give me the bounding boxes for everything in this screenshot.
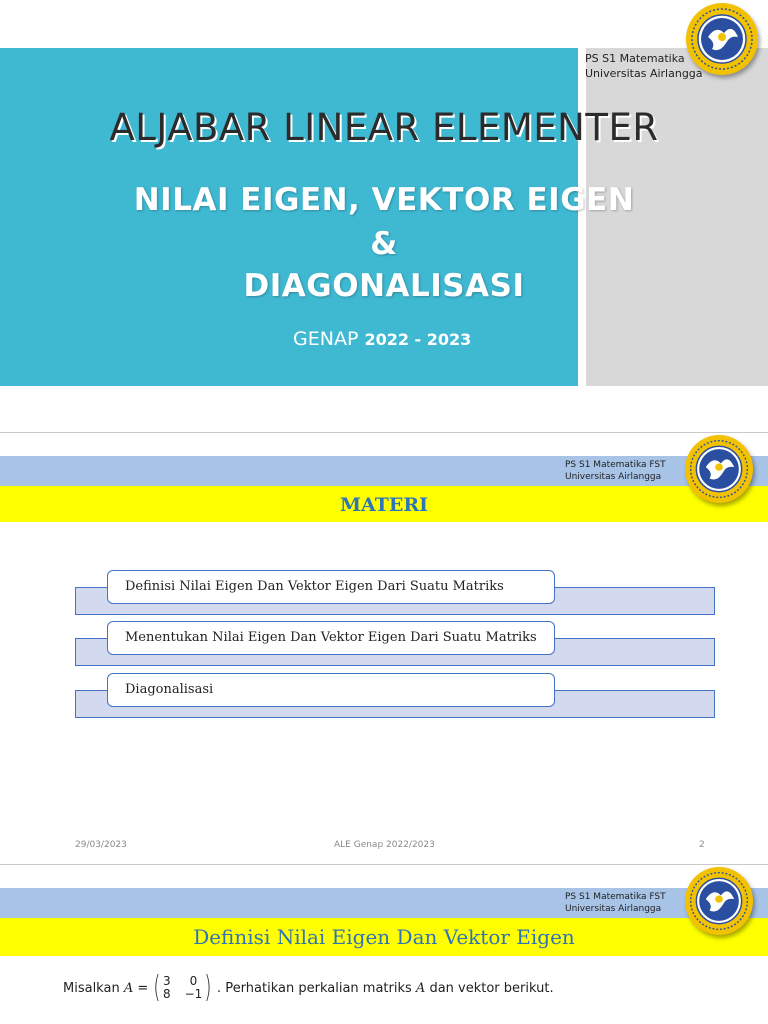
matrix-entry: 3 bbox=[162, 974, 171, 988]
footer-course: ALE Genap 2022/2023 bbox=[334, 840, 435, 850]
course-title: ALJABAR LINEAR ELEMENTER bbox=[109, 106, 659, 149]
matrix-entry: 0 bbox=[189, 974, 198, 988]
institution-line-1: PS S1 Matematika FST bbox=[565, 460, 666, 470]
left-paren: ( bbox=[153, 970, 161, 1005]
matrix-entries bbox=[163, 975, 202, 1001]
institution-line-2: Universitas Airlangga bbox=[565, 472, 662, 482]
matrix-entry: 8 bbox=[162, 987, 171, 1001]
semester-name: GENAP bbox=[293, 328, 359, 350]
footer-page-number: 2 bbox=[699, 840, 705, 850]
right-paren: ) bbox=[204, 970, 212, 1005]
intro-prefix: Misalkan bbox=[63, 980, 120, 996]
semester-label bbox=[293, 328, 471, 350]
subtitle-line-1: NILAI EIGEN, VEKTOR EIGEN bbox=[133, 182, 635, 218]
matrix-name: A bbox=[123, 980, 134, 996]
list-item: Menentukan Nilai Eigen Dan Vektor Eigen Dari Suatu Matriks bbox=[107, 621, 555, 655]
slide-heading: Definisi Nilai Eigen Dan Vektor Eigen bbox=[193, 925, 575, 949]
subtitle-line-2: & bbox=[370, 226, 398, 262]
title-slide bbox=[0, 0, 768, 432]
slide-divider bbox=[0, 864, 768, 865]
institution-label bbox=[585, 51, 703, 81]
institution-line-1: PS S1 Matematika bbox=[585, 52, 685, 65]
institution-line-1: PS S1 Matematika FST bbox=[565, 892, 666, 902]
intro-end: dan vektor berikut. bbox=[429, 980, 554, 996]
equals-sign: = bbox=[137, 980, 149, 996]
matrix-a bbox=[151, 970, 214, 1005]
institution-label bbox=[565, 891, 666, 915]
definition-intro bbox=[63, 970, 554, 1005]
institution-label bbox=[565, 459, 666, 483]
list-item: Diagonalisasi bbox=[107, 673, 555, 707]
intro-suffix: . Perhatikan perkalian matriks bbox=[217, 980, 412, 996]
institution-line-2: Universitas Airlangga bbox=[565, 904, 662, 914]
list-item: Definisi Nilai Eigen Dan Vektor Eigen Dari Suatu Matriks bbox=[107, 570, 555, 604]
slide-divider bbox=[0, 432, 768, 433]
slide-heading: MATERI bbox=[339, 494, 429, 516]
subtitle-line-3: DIAGONALISASI bbox=[243, 268, 525, 304]
university-seal-icon bbox=[685, 435, 753, 503]
matrix-reference: A bbox=[415, 980, 426, 996]
semester-years: 2022 - 2023 bbox=[364, 330, 472, 349]
university-seal-icon bbox=[686, 3, 758, 75]
footer-date: 29/03/2023 bbox=[75, 840, 127, 850]
matrix-entry: −1 bbox=[184, 987, 203, 1001]
institution-line-2: Universitas Airlangga bbox=[585, 67, 703, 80]
